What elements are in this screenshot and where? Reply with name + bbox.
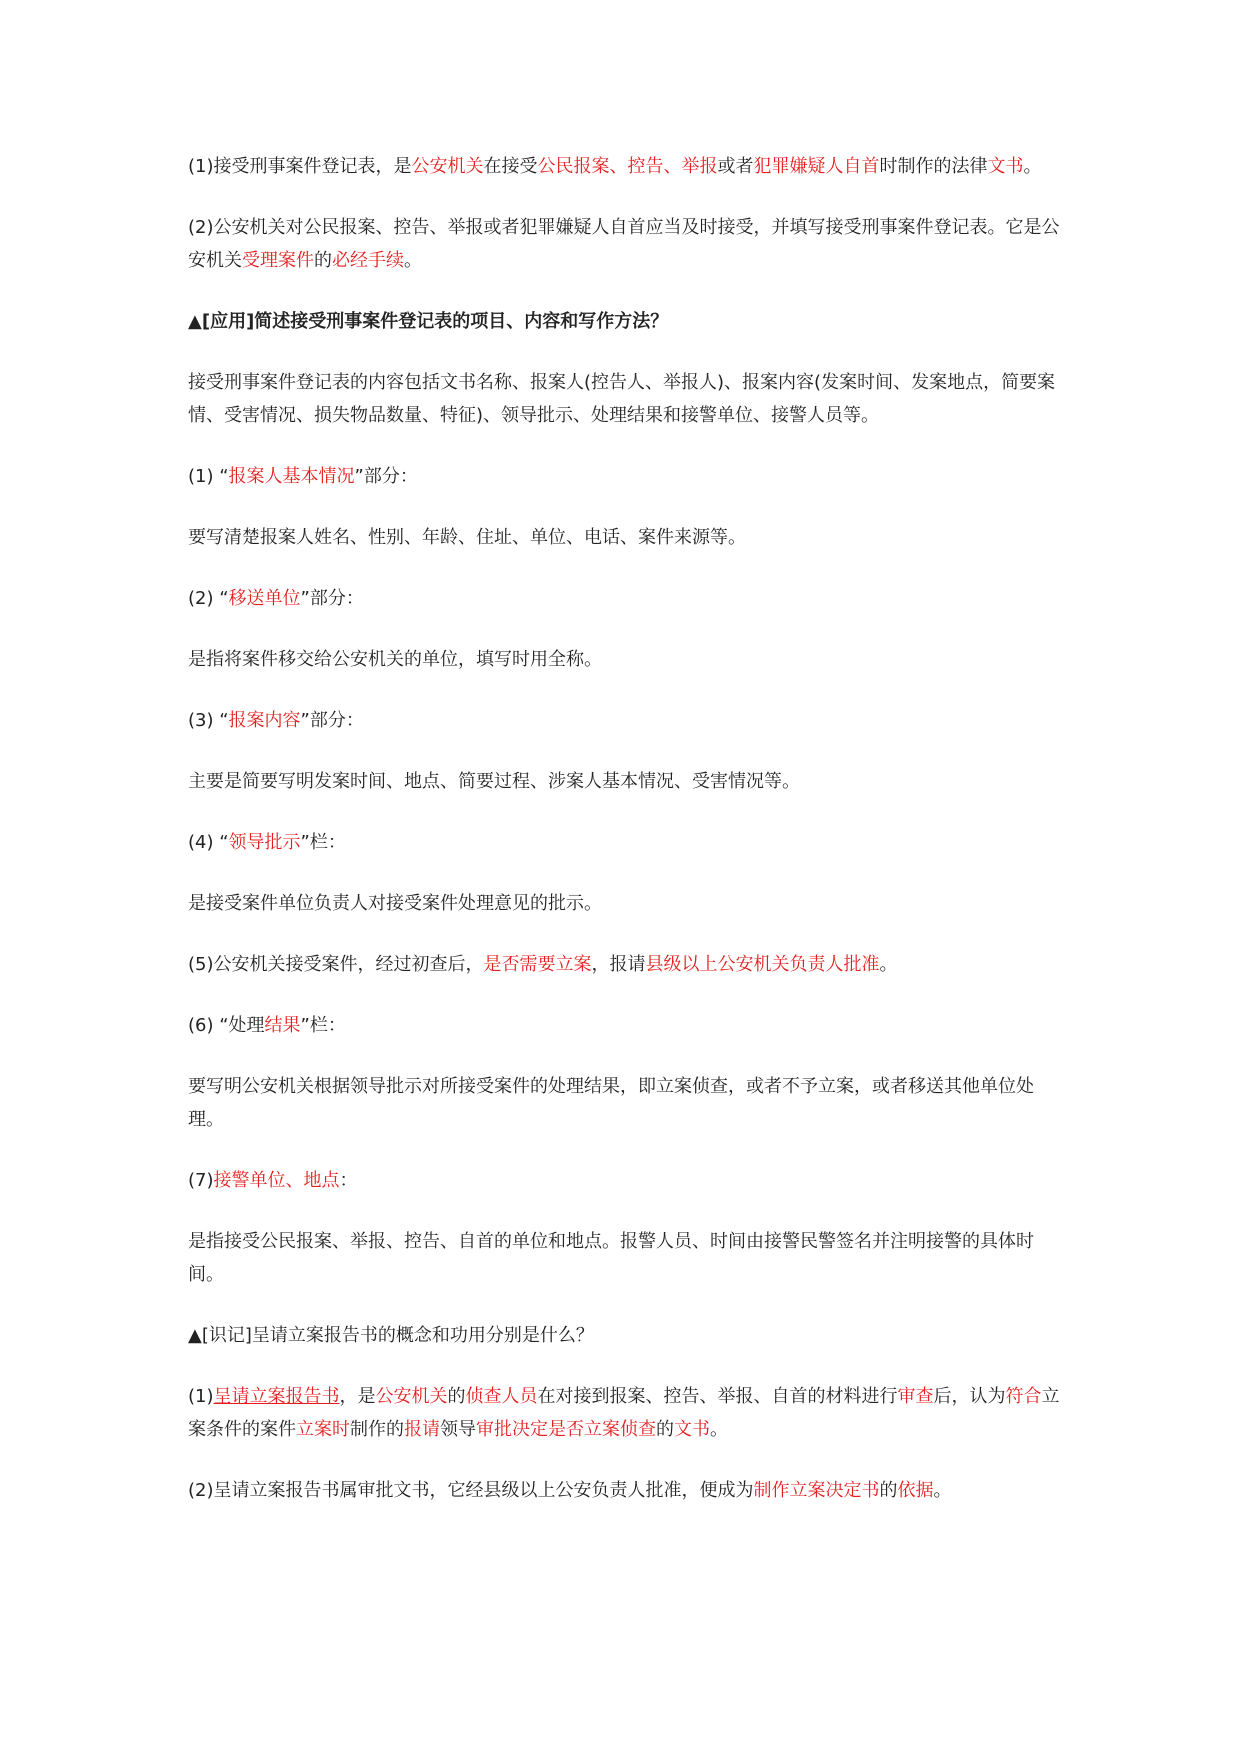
text-run: 是接受案件单位负责人对接受案件处理意见的批示。 (188, 893, 602, 914)
paragraph (188, 211, 1060, 277)
text-run: 。 (879, 954, 898, 975)
paragraph (188, 1380, 1060, 1446)
text-run: 立案条件的案件 (188, 1386, 1060, 1440)
paragraph (188, 887, 1060, 920)
highlighted-text: 领导批示 (228, 832, 301, 853)
text-run: (4) “ (188, 832, 229, 853)
text-run: ”部分： (354, 466, 418, 487)
paragraph (188, 1474, 1060, 1507)
highlighted-text: 侦查人员 (465, 1386, 538, 1407)
highlighted-text: 犯罪嫌疑人自首 (753, 156, 880, 177)
highlighted-text: 文书 (674, 1419, 710, 1440)
highlighted-text: 符合 (1005, 1386, 1042, 1407)
text-run: 领导 (440, 1419, 476, 1440)
highlighted-text: 呈请立案报告书 (213, 1386, 340, 1407)
paragraph (188, 366, 1060, 432)
text-run: 要写清楚报案人姓名、性别、年龄、住址、单位、电话、案件来源等。 (188, 527, 746, 548)
paragraph (188, 643, 1060, 676)
text-run: 在对接到报案、控告、举报、自首的材料进行 (537, 1386, 898, 1407)
highlighted-text: 报案内容 (228, 710, 301, 731)
highlighted-text: 受理案件 (242, 250, 314, 271)
text-run: 制作的 (350, 1419, 404, 1440)
section-heading (188, 305, 1060, 338)
text-run: 是指将案件移交给公安机关的单位，填写时用全称。 (188, 649, 602, 670)
text-run: (3) “ (188, 710, 229, 731)
highlighted-text: 审查 (897, 1386, 934, 1407)
highlighted-text: 制作立案决定书 (753, 1480, 880, 1501)
highlighted-text: 必经手续 (332, 250, 404, 271)
text-run: 的 (314, 250, 332, 271)
text-run: (7) (188, 1170, 214, 1191)
paragraph (188, 704, 1060, 737)
text-run: 的 (879, 1480, 898, 1501)
paragraph (188, 948, 1060, 981)
highlighted-text: 结果 (264, 1015, 301, 1036)
text-run: ▲[应用]简述接受刑事案件登记表的项目、内容和写作方法？ (188, 311, 669, 332)
highlighted-text: 移送单位 (228, 588, 301, 609)
highlighted-text: 公安机关 (411, 156, 484, 177)
text-run: ”部分： (300, 588, 364, 609)
text-run: (2) “ (188, 588, 229, 609)
text-run: 。 (404, 250, 422, 271)
paragraph (188, 521, 1060, 554)
paragraph (188, 1319, 1060, 1352)
text-run: 。 (1023, 156, 1042, 177)
highlighted-text: 公民报案、控告、举报 (537, 156, 718, 177)
text-run: (1) “ (188, 466, 229, 487)
text-run: 。 (710, 1419, 728, 1440)
paragraph (188, 150, 1060, 183)
text-run: 的 (656, 1419, 674, 1440)
paragraph (188, 1070, 1060, 1136)
highlighted-text: 县级以上公安机关负责人批准 (645, 954, 880, 975)
paragraph (188, 582, 1060, 615)
paragraph (188, 765, 1060, 798)
highlighted-text: 审批决定是否立案侦查 (476, 1419, 656, 1440)
text-run: ，报请 (591, 954, 646, 975)
text-run: ”栏： (300, 832, 346, 853)
text-run: (1)接受刑事案件登记表，是 (188, 156, 412, 177)
paragraph (188, 1225, 1060, 1291)
text-run: (1) (188, 1386, 214, 1407)
highlighted-text: 报案人基本情况 (228, 466, 355, 487)
text-run: 时制作的法律 (879, 156, 988, 177)
highlighted-text: 报请 (404, 1419, 440, 1440)
text-run: 后，认为 (933, 1386, 1006, 1407)
text-run: (2)公安机关对公民报案、控告、举报或者犯罪嫌疑人自首应当及时接受，并填写接受刑事案件登记表。它是公安机关 (188, 217, 1060, 271)
paragraph (188, 826, 1060, 859)
text-run: 。 (933, 1480, 952, 1501)
text-run: 主要是简要写明发案时间、地点、简要过程、涉案人基本情况、受害情况等。 (188, 771, 800, 792)
paragraph (188, 1164, 1060, 1197)
highlighted-text: 立案时 (296, 1419, 350, 1440)
text-run: ”栏： (300, 1015, 346, 1036)
text-run: ”部分： (300, 710, 364, 731)
text-run: 在接受 (483, 156, 538, 177)
highlighted-text: 文书 (987, 156, 1024, 177)
text-run: 接受刑事案件登记表的内容包括文书名称、报案人(控告人、举报人)、报案内容(发案时间、发案地点，简要案情、受害情况、损失物品数量、特征)、领导批示、处理结果和接警单位、接警人员等。 (188, 372, 1056, 426)
text-run: 要写明公安机关根据领导批示对所接受案件的处理结果，即立案侦查，或者不予立案，或者移送其他单位处理。 (188, 1076, 1034, 1130)
highlighted-text: 公安机关 (375, 1386, 448, 1407)
highlighted-text: 接警单位、地点 (213, 1170, 340, 1191)
text-run: 的 (447, 1386, 466, 1407)
text-run: (5)公安机关接受案件，经过初查后， (188, 954, 484, 975)
text-run: (2)呈请立案报告书属审批文书，它经县级以上公安负责人批准，便成为 (188, 1480, 754, 1501)
text-run: ，是 (339, 1386, 376, 1407)
highlighted-text: 依据 (897, 1480, 934, 1501)
text-run: ： (339, 1170, 358, 1191)
text-run: 是指接受公民报案、举报、控告、自首的单位和地点。报警人员、时间由接警民警签名并注明接警的具体时间。 (188, 1231, 1034, 1285)
text-run: (6) “处理 (188, 1015, 265, 1036)
paragraph (188, 1009, 1060, 1042)
text-run: ▲[识记]呈请立案报告书的概念和功用分别是什么？ (188, 1325, 594, 1346)
paragraph (188, 460, 1060, 493)
document-body (188, 150, 1060, 1535)
text-run: 或者 (717, 156, 754, 177)
highlighted-text: 是否需要立案 (483, 954, 592, 975)
